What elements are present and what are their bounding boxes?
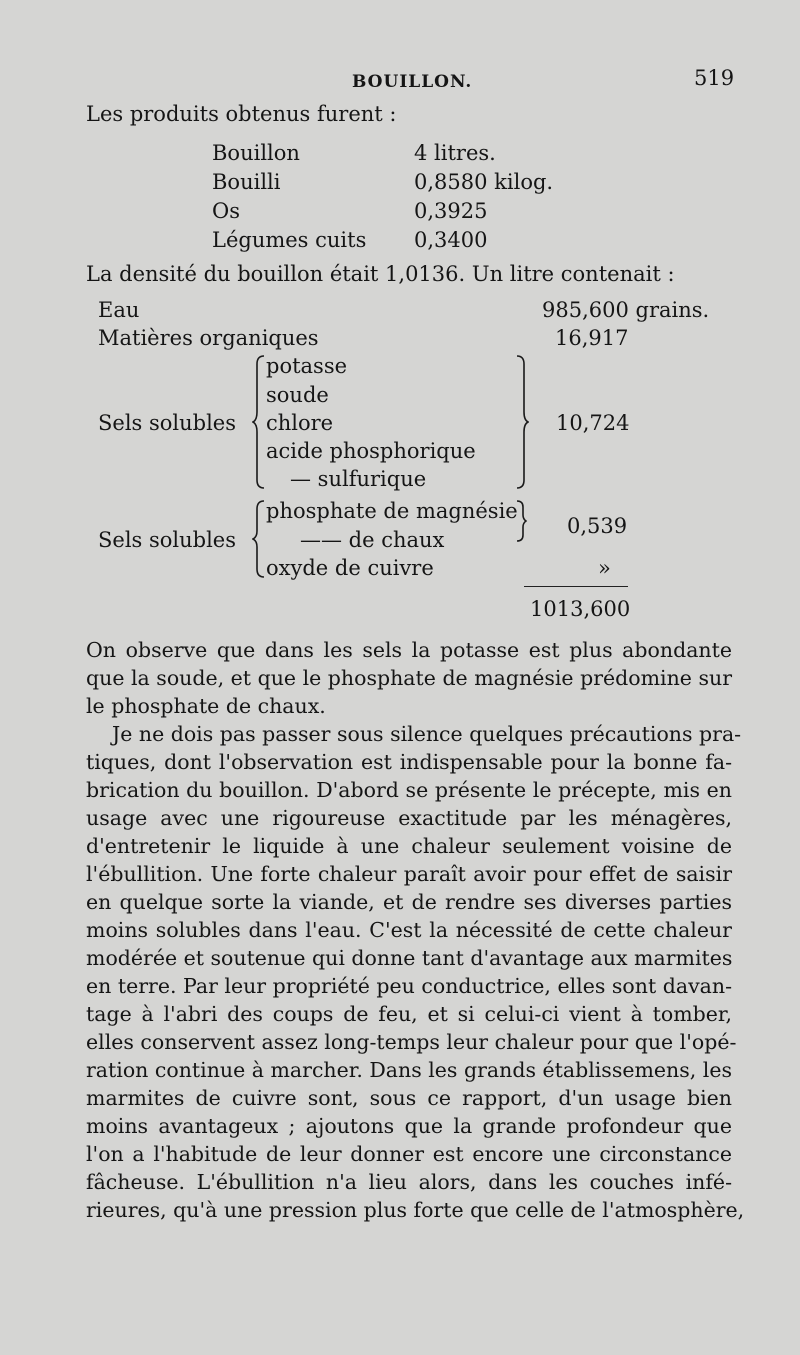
total-rule [524, 586, 628, 587]
group1-item: potasse [266, 354, 348, 378]
group2-value: 0,539 [567, 514, 628, 538]
body-line: rieures, qu'à une pression plus forte que celle de l'atmosphère, [86, 1198, 745, 1222]
right-brace-2 [515, 499, 527, 543]
body-line: modérée et soutenue qui donne tant d'avantage aux marmites [86, 946, 733, 970]
body-line: brication du bouillon. D'abord se présente le précepte, mis en [86, 778, 732, 802]
group1-label: Sels solubles [98, 411, 237, 435]
body-line: en terre. Par leur propriété peu conductrice, elles sont davan- [86, 974, 732, 998]
product-name: Bouillon [212, 141, 300, 165]
product-value: 4 litres. [414, 141, 496, 165]
body-line: tiques, dont l'observation est indispensable pour la bonne fa- [86, 750, 732, 774]
body-line: ration continue à marcher. Dans les grands établissemens, les [86, 1058, 733, 1082]
group1-item: soude [266, 383, 329, 407]
intro-line: Les produits obtenus furent : [86, 102, 397, 126]
left-brace-1 [252, 354, 266, 490]
body-line: moins solubles dans l'eau. C'est la nécessité de cette chaleur [86, 918, 732, 942]
water-value: 985,600 grains. [542, 298, 710, 322]
organic-label: Matières organiques [98, 326, 319, 350]
body-line: moins avantageux ; ajoutons que la grande profondeur que [86, 1114, 732, 1138]
body-line: elles conservent assez long-temps leur chaleur pour que l'opé- [86, 1030, 737, 1054]
body-line: fâcheuse. L'ébullition n'a lieu alors, dans les couches infé- [86, 1170, 732, 1194]
body-line: en quelque sorte la viande, et de rendre ses diverses parties [86, 890, 732, 914]
group2-item: oxyde de cuivre [266, 556, 434, 580]
group1-item: chlore [266, 411, 334, 435]
total-value: 1013,600 [530, 597, 631, 621]
group2-item: phosphate de magnésie [266, 499, 518, 523]
body-line: le phosphate de chaux. [86, 694, 326, 718]
group2-label: Sels solubles [98, 528, 237, 552]
body-line: l'ébullition. Une forte chaleur paraît avoir pour effet de saisir [86, 862, 732, 886]
left-brace-2 [252, 499, 266, 579]
group1-item: — sulfurique [290, 467, 427, 491]
product-value: 0,8580 kilog. [414, 170, 554, 194]
product-name: Légumes cuits [212, 228, 367, 252]
group1-item: acide phosphorique [266, 439, 476, 463]
body-line: que la soude, et que le phosphate de magnésie prédomine sur [86, 666, 732, 690]
body-line: d'entretenir le liquide à une chaleur seulement voisine de [86, 834, 732, 858]
density-line: La densité du bouillon était 1,0136. Un litre contenait : [86, 262, 675, 286]
product-name: Bouilli [212, 170, 281, 194]
body-line: usage avec une rigoureuse exactitude par les ménagères, [86, 806, 732, 830]
water-label: Eau [98, 298, 140, 322]
group2-item: —— de chaux [300, 528, 445, 552]
body-line: On observe que dans les sels la potasse est plus abondante [86, 638, 732, 662]
organic-value: 16,917 [555, 326, 629, 350]
group2-value-extra: » [598, 556, 611, 580]
right-brace-1 [515, 354, 529, 490]
body-line: l'on a l'habitude de leur donner est encore une circonstance [86, 1142, 732, 1166]
product-name: Os [212, 199, 240, 223]
product-value: 0,3400 [414, 228, 488, 252]
group1-value: 10,724 [556, 411, 630, 435]
body-line: tage à l'abri des coups de feu, et si celui-ci vient à tomber, [86, 1002, 732, 1026]
product-value: 0,3925 [414, 199, 488, 223]
body-line: marmites de cuivre sont, sous ce rapport, d'un usage bien [86, 1086, 732, 1110]
running-title: BOUILLON. [352, 72, 473, 92]
page-number: 519 [694, 66, 735, 90]
body-line: Je ne dois pas passer sous silence quelques précautions pra- [112, 722, 742, 746]
